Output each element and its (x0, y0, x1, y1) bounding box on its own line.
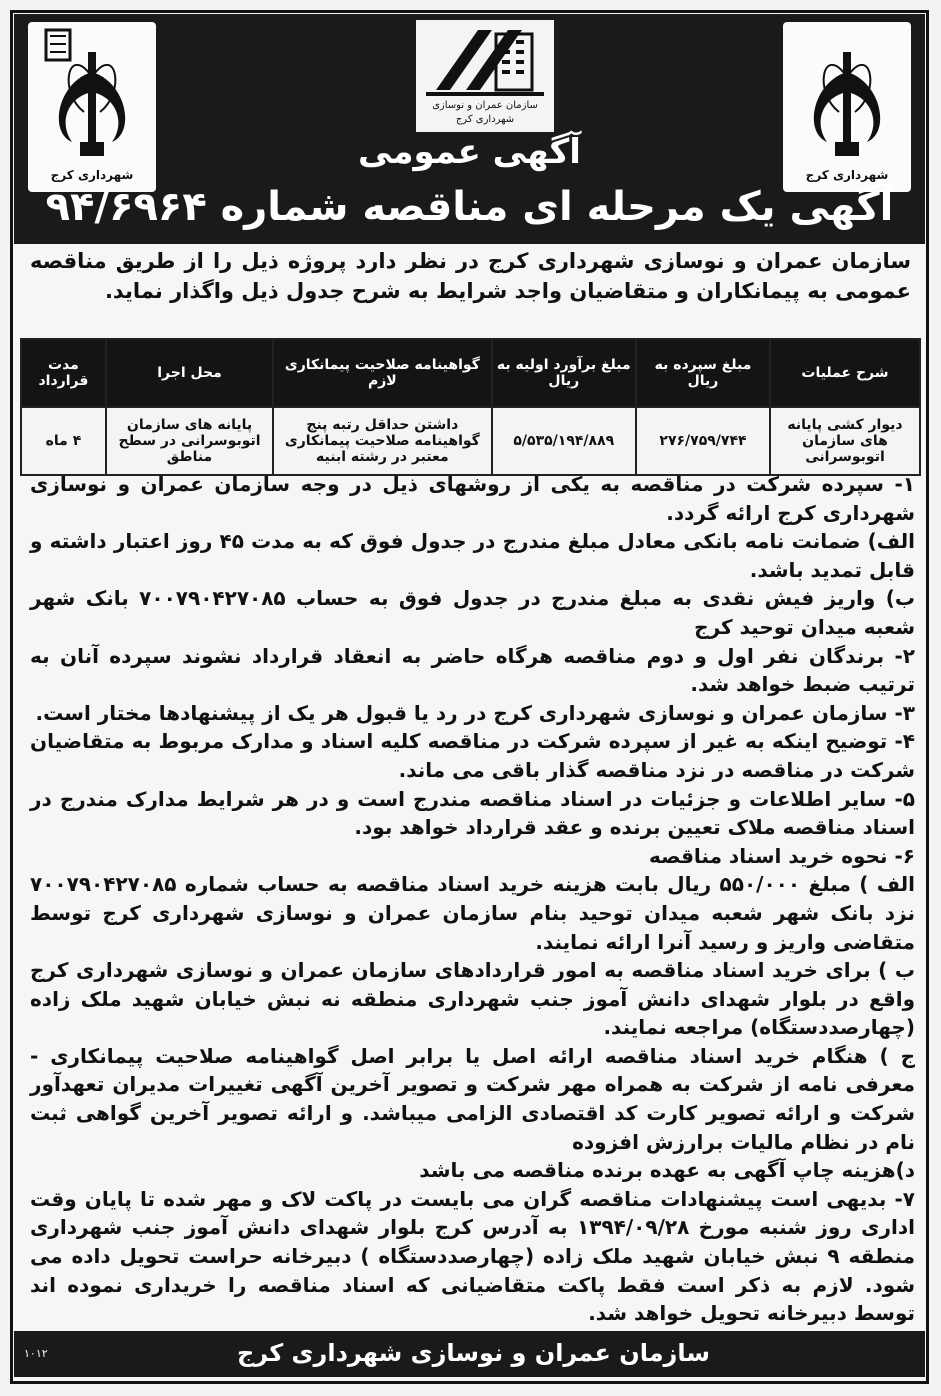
footer-band (14, 1331, 925, 1377)
center-logo-line2: شهرداری کرج (455, 114, 515, 125)
condition-paragraph: ۳- سازمان عمران و نوسازی شهرداری کرج در رد یا قبول هر یک از پیشنهادها مختار است. (35, 700, 915, 725)
table-cell: ۵/۵۳۵/۱۹۴/۸۸۹ (492, 407, 636, 475)
condition-paragraph: الف ) مبلغ ۵۵۰/۰۰۰ ریال بابت هزینه خرید اسناد مناقصه به حساب شماره ۷۰۰۷۹۰۴۲۷۰۸۵ نزد بانک شهر شعبه میدان توحید بنام سازمان عمران و نوسازی شهرداری کرج توسط متقاضی واریز و رسید آنرا ارائه نمایند. (30, 872, 915, 954)
ad-title: آگهی عمومی (358, 132, 581, 172)
tender-number-title: آگهی یک مرحله ای مناقصه شماره ۹۴/۶۹۶۴ (45, 184, 894, 230)
table-cell: پایانه های سازمان اتوبوسرانی در سطح مناطق (106, 407, 273, 475)
condition-paragraph: ۷- بدیهی است پیشنهادات مناقصه گران می بایست در پاکت لاک و مهر شده تا پایان وقت اداری روز شنبه مورخ ۱۳۹۴/۰۹/۲۸ به آدرس کرج بلوار شهدای دانش آموز جنب شهرداری منطقه ۹ نبش خیابان شهید ملک زاده (چهارصددستگاه ) دبیرخانه حراست تحویل داده می شود. لازم به ذکر است فقط پاکت متقاضیانی که اسناد مناقصه را خریداری نموده اند توسط دبیرخانه تحویل خواهد شد. (30, 1186, 915, 1326)
table-cell: دیوار کشی پایانه های سازمان اتوبوسرانی (770, 407, 920, 475)
intro-paragraph: سازمان عمران و نوسازی شهرداری کرج در نظر دارد پروژه ذیل را از طریق مناقصه عمومی به پیمانکاران و متقاضیان واجد شرایط به شرح جدول ذیل واگذار نماید. (30, 249, 911, 303)
column-header: شرح عملیات (770, 339, 920, 407)
condition-paragraph: ب) واریز فیش نقدی به مبلغ مندرج در جدول فوق به حساب ۷۰۰۷۹۰۴۲۷۰۸۵ بانک شهر شعبه میدان توحید کرج (30, 586, 915, 639)
condition-paragraph: د)هزینه چاپ آگهی به عهده برنده مناقصه می باشد (419, 1158, 915, 1183)
condition-paragraph: ۱- سپرده شرکت در مناقصه به یکی از روشهای ذیل در وجه سازمان عمران و نوسازی شهرداری کرج ارائه گردد. (30, 472, 915, 525)
condition-paragraph: ۲- برندگان نفر اول و دوم مناقصه هرگاه حاضر به انعقاد قرارداد نشوند سپرده آنان به ترتیب ضبط خواهد شد. (30, 643, 915, 697)
column-header: محل اجرا (106, 339, 273, 407)
logo-left-caption: شهرداری کرج (50, 168, 134, 182)
condition-paragraph: الف) ضمانت نامه بانکی معادل مبلغ مندرج در جدول فوق که به مدت ۴۵ روز اعتبار داشته و قابل تمدید باشد. (30, 529, 915, 582)
table-header-row (21, 339, 920, 407)
renovation-org-emblem-icon (416, 20, 554, 100)
condition-paragraph: ۴- توضیح اینکه به غیر از سپرده شرکت در مناقصه کلیه اسناد و مدارک مربوط به متقاضیان شرکت در مناقصه در نزد مناقصه گذار باقی می ماند. (30, 729, 915, 782)
table-cell: ۴ ماه (21, 407, 106, 475)
conditions-body (30, 470, 915, 1328)
organization-logo (416, 20, 554, 132)
column-header: مدت قرارداد (21, 339, 106, 407)
table-cell: ۲۷۶/۷۵۹/۷۴۴ (636, 407, 770, 475)
column-header: مبلغ برآورد اولیه به ریال (492, 339, 636, 407)
ad-code: ۱۰۱۲ (24, 1347, 48, 1360)
condition-paragraph: ۵- سایر اطلاعات و جزئیات در اسناد مناقصه مندرج است و در هر شرایط مدارک مندرج در اسناد مناقصه ملاک تعیین برنده و عقد قرارداد خواهد بود. (30, 786, 915, 840)
logo-right-caption: شهرداری کرج (805, 168, 889, 182)
tender-table (20, 338, 921, 476)
condition-paragraph: ب ) برای خرید اسناد مناقصه به امور قراردادهای سازمان عمران و نوسازی شهرداری کرج واقع در بلوار شهدای دانش آموز جنب شهرداری منطقه نه نبش خیابان شهید ملک زاده (چهارصددستگاه) مراجعه نمایند. (30, 958, 915, 1040)
column-header: مبلغ سپرده به ریال (636, 339, 770, 407)
header-band (14, 14, 925, 244)
footer-organization-name: سازمان عمران و نوسازی شهرداری کرج (236, 1339, 710, 1367)
table-row (21, 407, 920, 475)
condition-paragraph: ۶- نحوه خرید اسناد مناقصه (648, 843, 915, 868)
table-cell: داشتن حداقل رتبه پنج گواهینامه صلاحیت پیمانکاری معتبر در رشته ابنیه (273, 407, 491, 475)
column-header: گواهینامه صلاحیت پیمانکاری لازم (273, 339, 491, 407)
center-logo-line1: سازمان عمران و نوسازی (432, 100, 538, 111)
condition-paragraph: ج ) هنگام خرید اسناد مناقصه ارائه اصل یا برابر اصل گواهینامه صلاحیت پیمانکاری - معرفی نامه از شرکت به همراه مهر شرکت و تصویر آخرین آگهی تغییرات مدیران تعهدآور شرکت و ارائه تصویر کارت کد اقتصادی الزامی میباشد. و ارائه تصویر آخرین گواهی ثبت نام در نظام مالیات برارزش افزوده (30, 1043, 915, 1154)
